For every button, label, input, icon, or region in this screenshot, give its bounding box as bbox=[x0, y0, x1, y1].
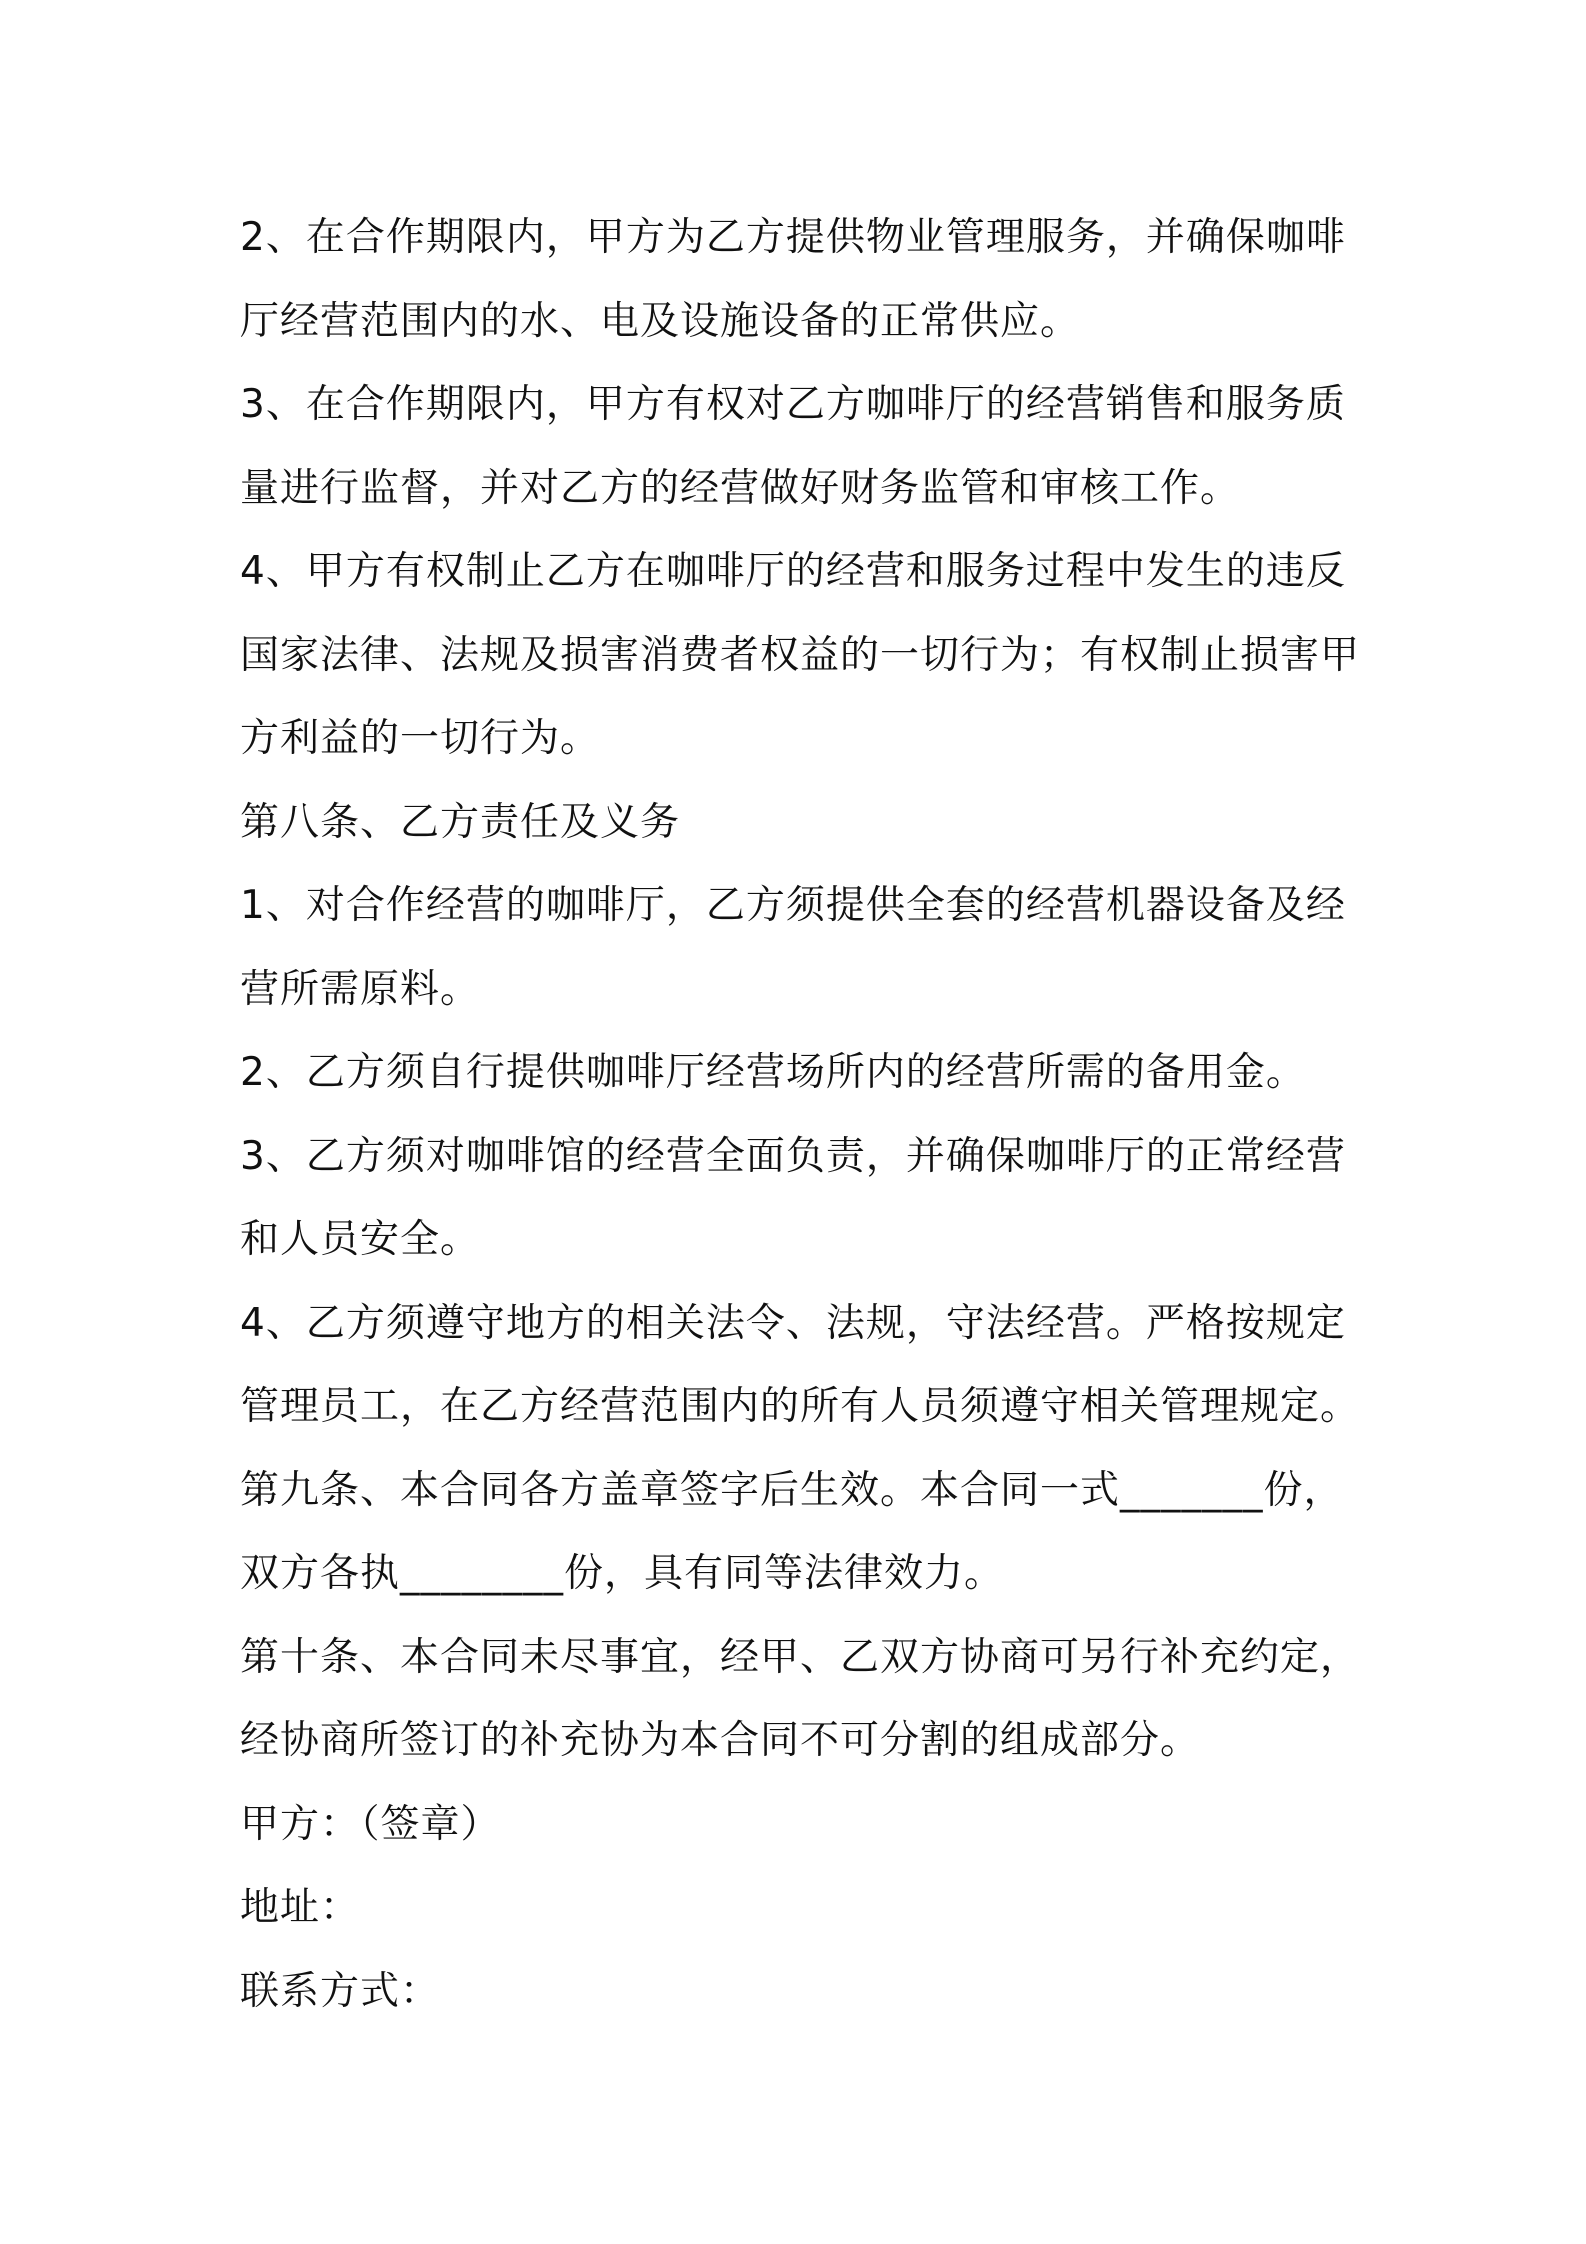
text-line: 4、乙方须遵守地方的相关法令、法规，守法经营。严格按规定 bbox=[240, 1300, 1346, 1346]
text-line: 厅经营范围内的水、电及设施设备的正常供应。 bbox=[240, 298, 1081, 344]
text-line: 和人员安全。 bbox=[240, 1217, 481, 1262]
text-line: 3、在合作期限内，甲方有权对乙方咖啡厅的经营销售和服务质 bbox=[240, 382, 1346, 427]
text-line: 4、甲方有权制止乙方在咖啡厅的经营和服务过程中发生的违反 bbox=[240, 549, 1346, 594]
text-line: 国家法律、法规及损害消费者权益的一切行为；有权制止损害甲 bbox=[240, 632, 1361, 678]
party-a-signature-label: 甲方：（签章） bbox=[240, 1801, 501, 1847]
text-line: 3、乙方须对咖啡馆的经营全面负责，并确保咖啡厅的正常经营 bbox=[240, 1133, 1346, 1179]
text-line: 双方各执________份，具有同等法律效力。 bbox=[240, 1551, 1005, 1596]
section-heading: 第八条、乙方责任及义务 bbox=[240, 799, 681, 845]
text-line: 1、对合作经营的咖啡厅，乙方须提供全套的经营机器设备及经 bbox=[240, 883, 1346, 928]
text-line: 经协商所签订的补充协为本合同不可分割的组成部分。 bbox=[240, 1718, 1201, 1763]
text-line: 2、在合作期限内，甲方为乙方提供物业管理服务，并确保咖啡 bbox=[240, 215, 1346, 260]
contract-body bbox=[240, 196, 1360, 2033]
text-line: 方利益的一切行为。 bbox=[240, 716, 601, 761]
text-line: 量进行监督，并对乙方的经营做好财务监管和审核工作。 bbox=[240, 465, 1241, 511]
text-line: 营所需原料。 bbox=[240, 966, 481, 1012]
text-line: 第九条、本合同各方盖章签字后生效。本合同一式_______份， bbox=[240, 1467, 1344, 1513]
text-line: 管理员工，在乙方经营范围内的所有人员须遵守相关管理规定。 bbox=[240, 1384, 1361, 1429]
contact-label: 联系方式： bbox=[240, 1968, 441, 2014]
text-line: 第十条、本合同未尽事宜，经甲、乙双方协商可另行补充约定， bbox=[240, 1634, 1361, 1680]
text-line: 2、乙方须自行提供咖啡厅经营场所内的经营所需的备用金。 bbox=[240, 1050, 1306, 1095]
address-label: 地址： bbox=[240, 1885, 361, 1930]
